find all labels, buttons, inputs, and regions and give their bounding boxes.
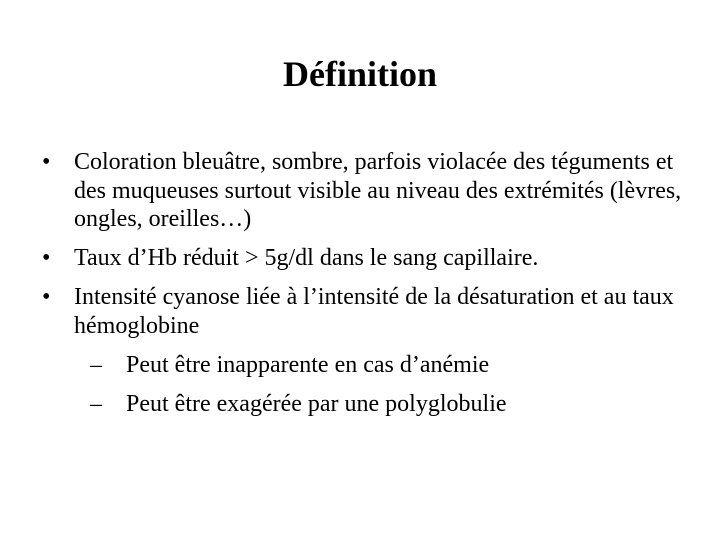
bullet-list <box>36 148 696 429</box>
sub-bullet-text: Peut être inapparente en cas d’anémie <box>126 352 490 379</box>
slide-title: Définition <box>282 54 437 94</box>
sub-bullet-item <box>74 390 696 419</box>
bullet-marker: • <box>42 284 51 311</box>
bullet-text: Taux d’Hb réduit > 5g/dl dans le sang capillaire. <box>74 245 539 272</box>
bullet-text: Coloration bleuâtre, sombre, parfois violacée des téguments et des muqueuses surtout visible au niveau des extrémités (lèvres, ongles, oreilles…) <box>74 149 682 233</box>
bullet-item <box>36 283 696 418</box>
bullet-marker: • <box>42 245 51 272</box>
bullet-marker: • <box>42 149 51 175</box>
sub-bullet-list <box>74 351 696 419</box>
bullet-item <box>36 244 696 273</box>
bullet-item <box>36 148 696 234</box>
sub-bullet-item <box>74 351 696 380</box>
bullet-text: Intensité cyanose liée à l’intensité de la désaturation et au taux hémoglobine <box>74 284 674 339</box>
sub-bullet-text: Peut être exagérée par une polyglobulie <box>126 391 507 418</box>
sub-bullet-marker: – <box>90 352 102 379</box>
sub-bullet-marker: – <box>90 391 102 418</box>
